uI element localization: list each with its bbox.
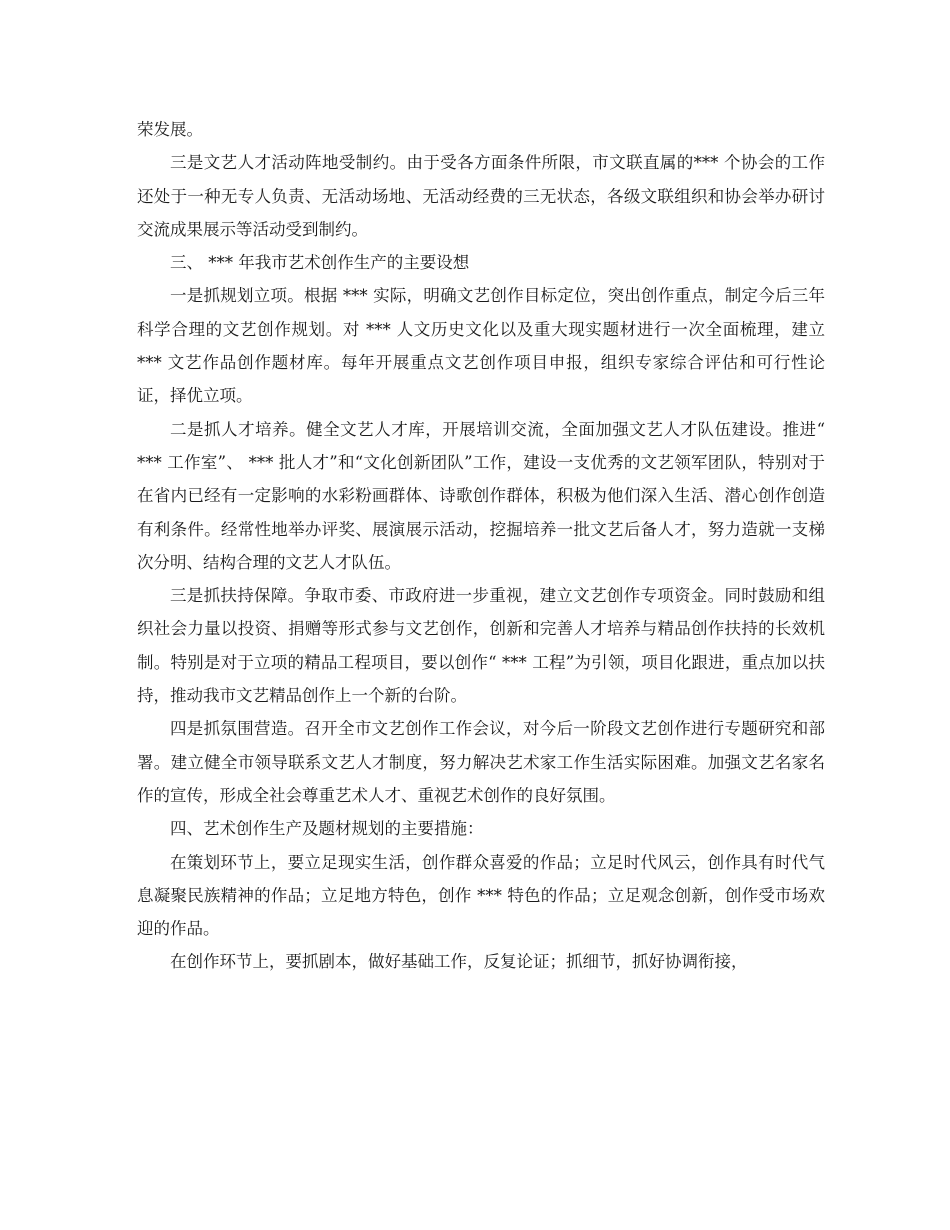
paragraph-atmosphere: 四是抓氛围营造。召开全市文艺创作工作会议，对今后一阶段文艺创作进行专题研究和部署。建立健全市领导联系文艺人才制度，努力解决艺术家工作生活实际困难。加强文艺名家名作的宣传，形成全社会尊重艺术人才、重视艺术创作的良好氛围。 (137, 719, 825, 805)
paragraph-continuation: 荣发展。 (137, 120, 203, 139)
paragraph-creation-stage: 在创作环节上，要抓剧本，做好基础工作，反复论证；抓细节，抓好协调衔接， (170, 952, 748, 972)
paragraph-support-guarantee: 三是抓扶持保障。争取市委、市政府进一步重视，建立文艺创作专项资金。同时鼓励和组织社会力量以投资、捐赠等形式参与文艺创作，创新和完善人才培养与精品创作扶持的长效机制。特别是对于立项的精品工程项目，要以创作“ *** 工程”为引领，项目化跟进，重点加以扶持，推动我市文艺精品创作上一个新的台阶。 (137, 586, 825, 706)
document-body (137, 113, 825, 979)
section-heading-main-measures: 四、艺术创作生产及题材规划的主要措施： (170, 819, 484, 839)
paragraph-planning-projects: 一是抓规划立项。根据 *** 实际，明确文艺创作目标定位，突出创作重点，制定今后三年科学合理的文艺创作规划。对 *** 人文历史文化以及重大现实题材进行一次全面梳理，建立 *** 文艺作品创作题材库。每年开展重点文艺创作项目申报，组织专家综合评估和可行性论证，择优立项。 (137, 286, 825, 406)
paragraph-talent-training: 二是抓人才培养。健全文艺人才库，开展培训交流，全面加强文艺人才队伍建设。推进“ *** 工作室”、 *** 批人才”和“文化创新团队”工作，建设一支优秀的文艺领军团队，特别对于在省内已经有一定影响的水彩粉画群体、诗歌创作群体，积极为他们深入生活、潜心创作创造有利条件。经常性地举办评奖、展演展示活动，挖掘培养一批文艺后备人才，努力造就一支梯次分明、结构合理的文艺人才队伍。 (137, 419, 825, 572)
paragraph-planning-stage: 在策划环节上，要立足现实生活，创作群众喜爱的作品；立足时代风云，创作具有时代气息凝聚民族精神的作品；立足地方特色，创作 *** 特色的作品；立足观念创新，创作受市场欢迎的作品。 (137, 852, 825, 939)
paragraph-talent-venue-constraint: 三是文艺人才活动阵地受制约。由于受各方面条件所限，市文联直属的*** 个协会的工作还处于一种无专人负责、无活动场地、无活动经费的三无状态，各级文联组织和协会举办研讨交流成果展示等活动受到制约。 (137, 153, 825, 239)
section-heading-main-plans: 三、 *** 年我市艺术创作生产的主要设想 (170, 253, 470, 273)
